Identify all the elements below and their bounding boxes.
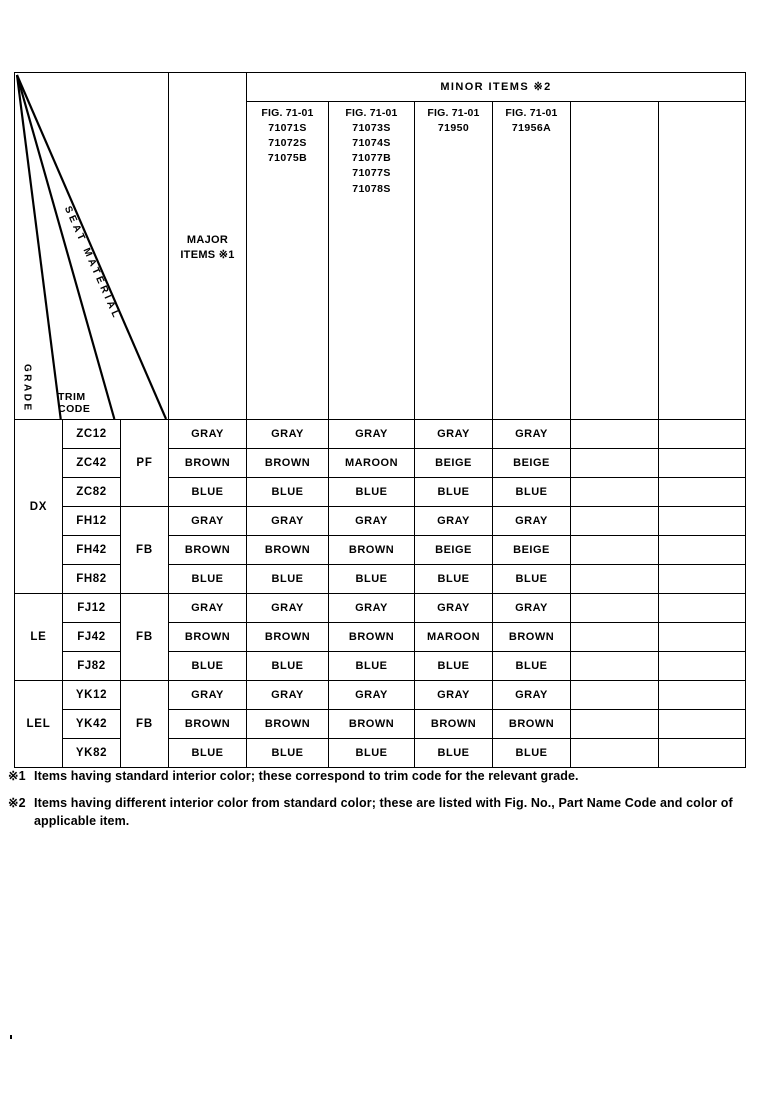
figure-number-label: FIG. 71-01 [505, 106, 558, 119]
color-cell: MAROON [415, 623, 493, 652]
color-cell: BROWN [329, 536, 415, 565]
color-cell: BROWN [329, 710, 415, 739]
empty-cell [571, 449, 659, 478]
color-cell: BLUE [415, 739, 493, 768]
minor-items-header: MINOR ITEMS ※2 [247, 73, 746, 102]
color-cell: BROWN [493, 623, 571, 652]
part-number-label: 71072S [268, 137, 307, 149]
empty-cell [571, 536, 659, 565]
table-row [15, 681, 746, 710]
empty-cell [659, 681, 746, 710]
color-cell: GRAY [329, 420, 415, 449]
color-cell: BLUE [415, 565, 493, 594]
color-cell: BLUE [247, 565, 329, 594]
empty-cell [571, 681, 659, 710]
minor-item-column-header [571, 101, 659, 419]
empty-cell [571, 710, 659, 739]
color-cell: BLUE [169, 478, 247, 507]
part-number-label: 71073S [352, 121, 391, 134]
empty-cell [659, 652, 746, 681]
trim-code-cell: FH12 [63, 507, 121, 536]
color-cell: GRAY [169, 507, 247, 536]
part-number-label: 71071S [268, 121, 307, 134]
color-cell: BROWN [415, 710, 493, 739]
trim-code-cell: FJ42 [63, 623, 121, 652]
color-cell: BEIGE [415, 449, 493, 478]
minor-item-column-header [415, 101, 493, 419]
empty-cell [571, 739, 659, 768]
trim-code-cell: FH82 [63, 565, 121, 594]
color-cell: BLUE [493, 565, 571, 594]
table-header [15, 73, 746, 420]
seat-material-axis-label: SEAT MATERIAL [61, 204, 123, 323]
empty-cell [571, 420, 659, 449]
trim-code-cell: YK82 [63, 739, 121, 768]
footnote-text: Items having different interior color from standard color; these are listed with Fig. No., Part Name Code and color of applicable item. [34, 795, 733, 828]
color-cell: BLUE [169, 565, 247, 594]
color-cell: BLUE [329, 565, 415, 594]
scan-artifact-dot [10, 1035, 12, 1039]
color-cell: GRAY [415, 594, 493, 623]
empty-cell [571, 507, 659, 536]
empty-cell [659, 594, 746, 623]
minor-item-column-header [659, 101, 746, 419]
empty-cell [571, 652, 659, 681]
color-cell: BROWN [169, 623, 247, 652]
color-cell: GRAY [415, 681, 493, 710]
empty-cell [571, 565, 659, 594]
color-cell: BLUE [329, 478, 415, 507]
part-number-label: 71078S [352, 182, 391, 195]
empty-cell [571, 623, 659, 652]
color-cell: GRAY [493, 681, 571, 710]
color-cell: GRAY [493, 420, 571, 449]
color-cell: BROWN [169, 710, 247, 739]
table-row [15, 507, 746, 536]
table-row [15, 420, 746, 449]
figure-number-label: FIG. 71-01 [261, 106, 314, 119]
color-cell: GRAY [329, 681, 415, 710]
empty-cell [571, 594, 659, 623]
color-cell: BLUE [169, 652, 247, 681]
footnote-text: Items having standard interior color; these correspond to trim code for the relevant grade. [34, 769, 579, 783]
color-cell: GRAY [415, 420, 493, 449]
empty-cell [571, 478, 659, 507]
color-cell: GRAY [415, 507, 493, 536]
color-cell: BLUE [247, 652, 329, 681]
table-row [15, 594, 746, 623]
grade-cell: LE [15, 594, 63, 681]
color-cell: GRAY [247, 681, 329, 710]
footnotes-block [8, 768, 752, 839]
trim-code-cell: ZC82 [63, 478, 121, 507]
color-cell: GRAY [329, 507, 415, 536]
empty-cell [659, 739, 746, 768]
footnote-marker: ※1 [8, 769, 26, 783]
color-cell: BEIGE [493, 449, 571, 478]
part-number-label: 71074S [352, 137, 391, 149]
trim-code-cell: YK12 [63, 681, 121, 710]
seat-material-cell: FB [121, 507, 169, 594]
major-items-header: MAJOR ITEMS ※1 [169, 73, 247, 420]
color-cell: BLUE [329, 652, 415, 681]
empty-cell [659, 420, 746, 449]
empty-cell [659, 710, 746, 739]
trim-code-cell: YK42 [63, 710, 121, 739]
minor-item-column-header [329, 101, 415, 419]
trim-code-cell: ZC12 [63, 420, 121, 449]
color-cell: BROWN [329, 623, 415, 652]
color-cell: BROWN [247, 449, 329, 478]
trim-code-cell: FH42 [63, 536, 121, 565]
color-cell: GRAY [247, 594, 329, 623]
footnote [8, 795, 752, 831]
color-cell: BEIGE [415, 536, 493, 565]
minor-item-column-header [247, 101, 329, 419]
minor-item-column-header [493, 101, 571, 419]
grade-axis-label: GRADE [21, 364, 33, 413]
color-cell: BLUE [247, 478, 329, 507]
empty-cell [659, 449, 746, 478]
footnote [8, 768, 752, 786]
color-cell: BLUE [329, 739, 415, 768]
color-cell: BLUE [493, 652, 571, 681]
figure-number-label: FIG. 71-01 [427, 106, 480, 119]
color-cell: BLUE [247, 739, 329, 768]
corner-diagonal-lines-icon [15, 73, 168, 419]
header-row-top [15, 73, 746, 102]
color-cell: BROWN [247, 536, 329, 565]
color-cell: BEIGE [493, 536, 571, 565]
color-cell: BROWN [247, 623, 329, 652]
color-cell: BLUE [169, 739, 247, 768]
part-number-label: 71956A [511, 121, 552, 134]
trim-code-cell: FJ82 [63, 652, 121, 681]
footnote-marker: ※2 [8, 795, 26, 810]
color-cell: GRAY [493, 594, 571, 623]
part-number-label: 71075B [267, 152, 308, 165]
table-body [15, 420, 746, 768]
color-cell: BLUE [415, 478, 493, 507]
empty-cell [659, 623, 746, 652]
color-cell: BROWN [493, 710, 571, 739]
empty-cell [659, 536, 746, 565]
part-number-label: 71077S [352, 167, 391, 180]
part-number-label: 71077B [351, 152, 392, 165]
trim-code-cell: ZC42 [63, 449, 121, 478]
interior-color-matrix-table [14, 72, 746, 768]
color-cell: GRAY [247, 507, 329, 536]
seat-material-cell: FB [121, 594, 169, 681]
color-cell: GRAY [169, 594, 247, 623]
seat-material-cell: PF [121, 420, 169, 507]
trim-code-axis-label: TRIM CODE [58, 390, 91, 415]
color-cell: BLUE [493, 739, 571, 768]
figure-number-label: FIG. 71-01 [345, 106, 398, 119]
seat-material-cell: FB [121, 681, 169, 768]
color-cell: BROWN [169, 449, 247, 478]
trim-code-cell: FJ12 [63, 594, 121, 623]
color-cell: BROWN [169, 536, 247, 565]
color-cell: GRAY [247, 420, 329, 449]
color-cell: BLUE [415, 652, 493, 681]
color-cell: GRAY [169, 420, 247, 449]
color-cell: BROWN [247, 710, 329, 739]
color-cell: BLUE [493, 478, 571, 507]
grade-cell: DX [15, 420, 63, 594]
color-cell: GRAY [329, 594, 415, 623]
color-cell: GRAY [169, 681, 247, 710]
empty-cell [659, 478, 746, 507]
corner-diagonal-header [15, 73, 169, 420]
color-cell: GRAY [493, 507, 571, 536]
empty-cell [659, 565, 746, 594]
empty-cell [659, 507, 746, 536]
part-number-label: 71950 [437, 121, 470, 134]
grade-cell: LEL [15, 681, 63, 768]
color-cell: MAROON [329, 449, 415, 478]
